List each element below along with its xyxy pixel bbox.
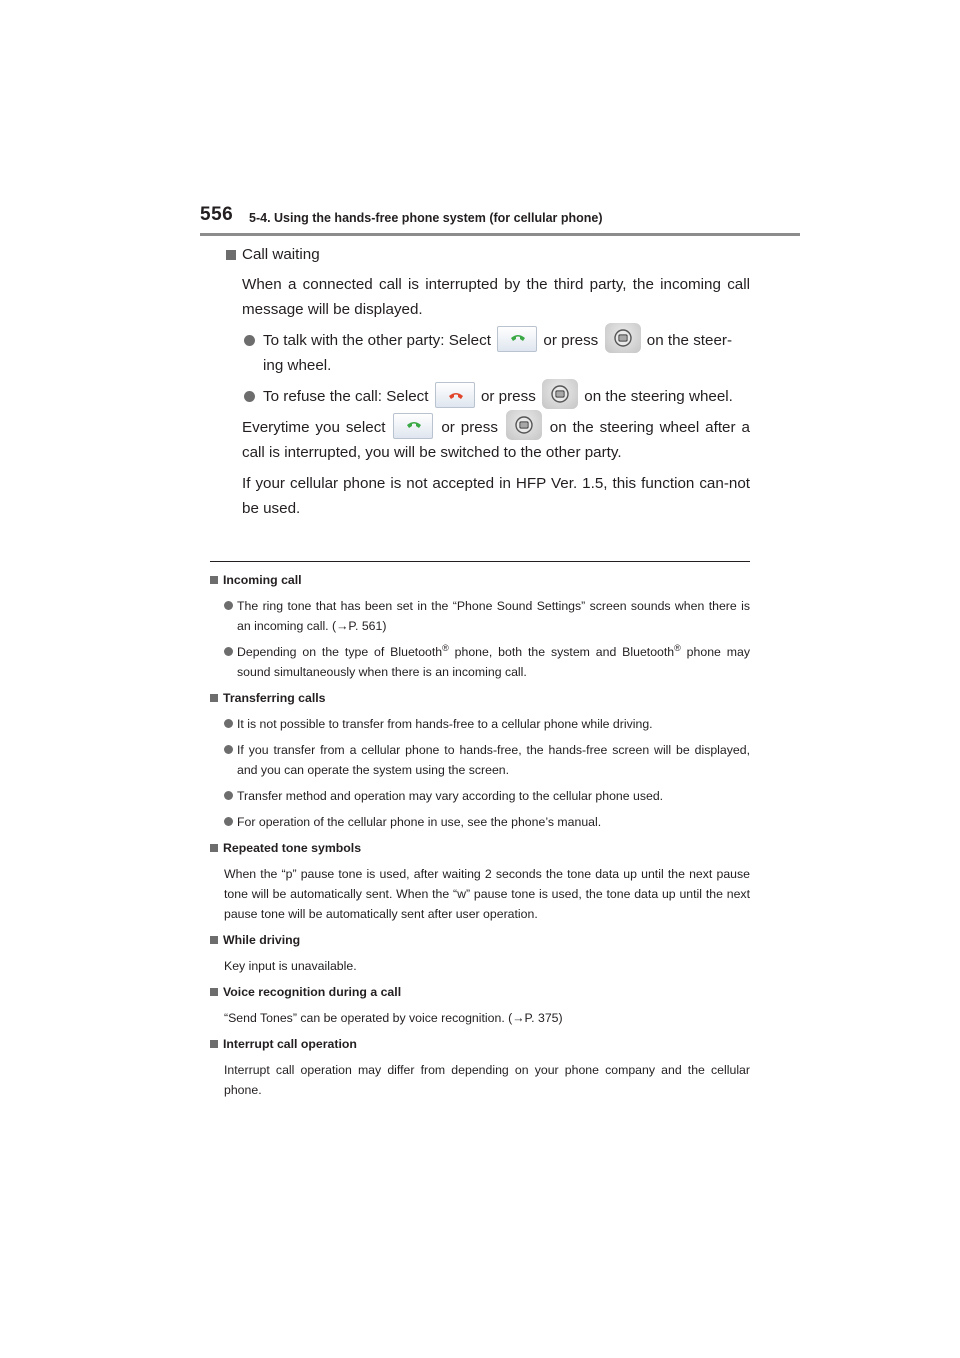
text-segment: phone may sound simultaneously when there is an incoming call.	[237, 645, 750, 679]
notes-section	[210, 570, 750, 1106]
note-paragraph: Interrupt call operation may differ from depending on your phone company and the cellular phone.	[224, 1063, 750, 1097]
switch-paragraph	[242, 415, 750, 465]
square-bullet-icon	[210, 988, 218, 996]
round-bullet-icon	[224, 601, 233, 610]
text-segment: phone, both the system and Bluetooth	[448, 645, 675, 659]
steering-wheel-phone-switch-icon	[506, 410, 542, 440]
note-heading-text: Incoming call	[223, 573, 302, 587]
square-bullet-icon	[210, 694, 218, 702]
refuse-bullet	[242, 384, 750, 409]
note-bullet	[224, 812, 750, 832]
round-bullet-icon	[244, 335, 255, 346]
note-bullet	[224, 596, 750, 636]
note-heading-driving	[210, 930, 750, 950]
text-segment: or press	[543, 332, 599, 349]
call-waiting-heading	[226, 242, 750, 267]
steering-wheel-phone-switch-icon	[542, 379, 578, 409]
note-heading-incoming	[210, 570, 750, 590]
note-bullet	[224, 714, 750, 734]
registered-mark: ®	[674, 642, 681, 653]
hfp-note-paragraph: If your cellular phone is not accepted in HFP Ver. 1.5, this function can-not be used.	[242, 475, 750, 517]
text-segment: on the steer-ing wheel.	[263, 332, 733, 374]
steering-wheel-phone-switch-icon	[605, 323, 641, 353]
note-bullet-text: If you transfer from a cellular phone to hands-free, the hands-free screen will be displayed, and you can operate the system using the screen.	[237, 743, 750, 777]
intro-paragraph: When a connected call is interrupted by the third party, the incoming call message will be displayed.	[242, 276, 750, 318]
text-segment: To refuse the call: Select	[263, 388, 429, 405]
note-paragraph: When the “p” pause tone is used, after waiting 2 seconds the tone data up until the next pause tone will be automatically sent. When the “w” pause tone is used, the tone data up until the next pause tone will be automatically sent after user operation.	[224, 867, 750, 921]
note-heading-text: Transferring calls	[223, 691, 326, 705]
round-bullet-icon	[224, 817, 233, 826]
off-hook-button-icon	[497, 326, 537, 352]
text-segment: or press	[441, 419, 498, 436]
notes-divider	[210, 561, 750, 562]
round-bullet-icon	[224, 647, 233, 656]
talk-bullet-text	[263, 328, 750, 378]
note-bullet-text: It is not possible to transfer from hands-free to a cellular phone while driving.	[237, 717, 653, 731]
note-heading-text: Repeated tone symbols	[223, 841, 362, 855]
note-heading-repeated	[210, 838, 750, 858]
note-heading-transferring	[210, 688, 750, 708]
note-heading-text: Voice recognition during a call	[223, 985, 402, 999]
note-bullet	[224, 740, 750, 780]
note-bullet-text: The ring tone that has been set in the “Phone Sound Settings” screen sounds when there is an incoming call. (→P. 561)	[237, 599, 750, 633]
note-heading-text: While driving	[223, 933, 301, 947]
note-heading-interrupt	[210, 1034, 750, 1054]
note-bullet-text: For operation of the cellular phone in use, see the phone’s manual.	[237, 815, 602, 829]
heading-text: Call waiting	[242, 246, 320, 263]
note-paragraph: “Send Tones” can be operated by voice recognition. (→P. 375)	[224, 1011, 563, 1025]
note-bullet	[224, 786, 750, 806]
square-bullet-icon	[210, 844, 218, 852]
square-bullet-icon	[226, 250, 236, 260]
round-bullet-icon	[244, 391, 255, 402]
section-title: 5-4. Using the hands-free phone system (for cellular phone)	[249, 211, 603, 225]
square-bullet-icon	[210, 576, 218, 584]
off-hook-button-icon	[393, 413, 433, 439]
round-bullet-icon	[224, 791, 233, 800]
page-number: 556	[200, 204, 234, 225]
text-segment: To talk with the other party: Select	[263, 332, 491, 349]
note-heading-text: Interrupt call operation	[223, 1037, 357, 1051]
text-segment: on the steering wheel.	[584, 388, 733, 405]
header-rule	[200, 233, 800, 236]
text-segment: on the steering wheel after a call is interrupted, you will be switched to the other party.	[242, 419, 750, 461]
refuse-bullet-text	[263, 384, 750, 409]
on-hook-button-icon	[435, 382, 475, 408]
note-bullet	[224, 642, 750, 682]
registered-mark: ®	[442, 642, 449, 653]
text-segment: or press	[480, 388, 536, 405]
note-bullet-text	[237, 642, 750, 682]
text-segment: Everytime you select	[242, 419, 386, 436]
talk-bullet	[242, 328, 750, 378]
round-bullet-icon	[224, 719, 233, 728]
note-heading-voice	[210, 982, 750, 1002]
square-bullet-icon	[210, 1040, 218, 1048]
round-bullet-icon	[224, 745, 233, 754]
note-bullet-text: Transfer method and operation may vary according to the cellular phone used.	[237, 789, 664, 803]
call-waiting-section	[226, 242, 750, 527]
square-bullet-icon	[210, 936, 218, 944]
text-segment: Depending on the type of Bluetooth	[237, 645, 443, 659]
note-paragraph: Key input is unavailable.	[224, 959, 357, 973]
